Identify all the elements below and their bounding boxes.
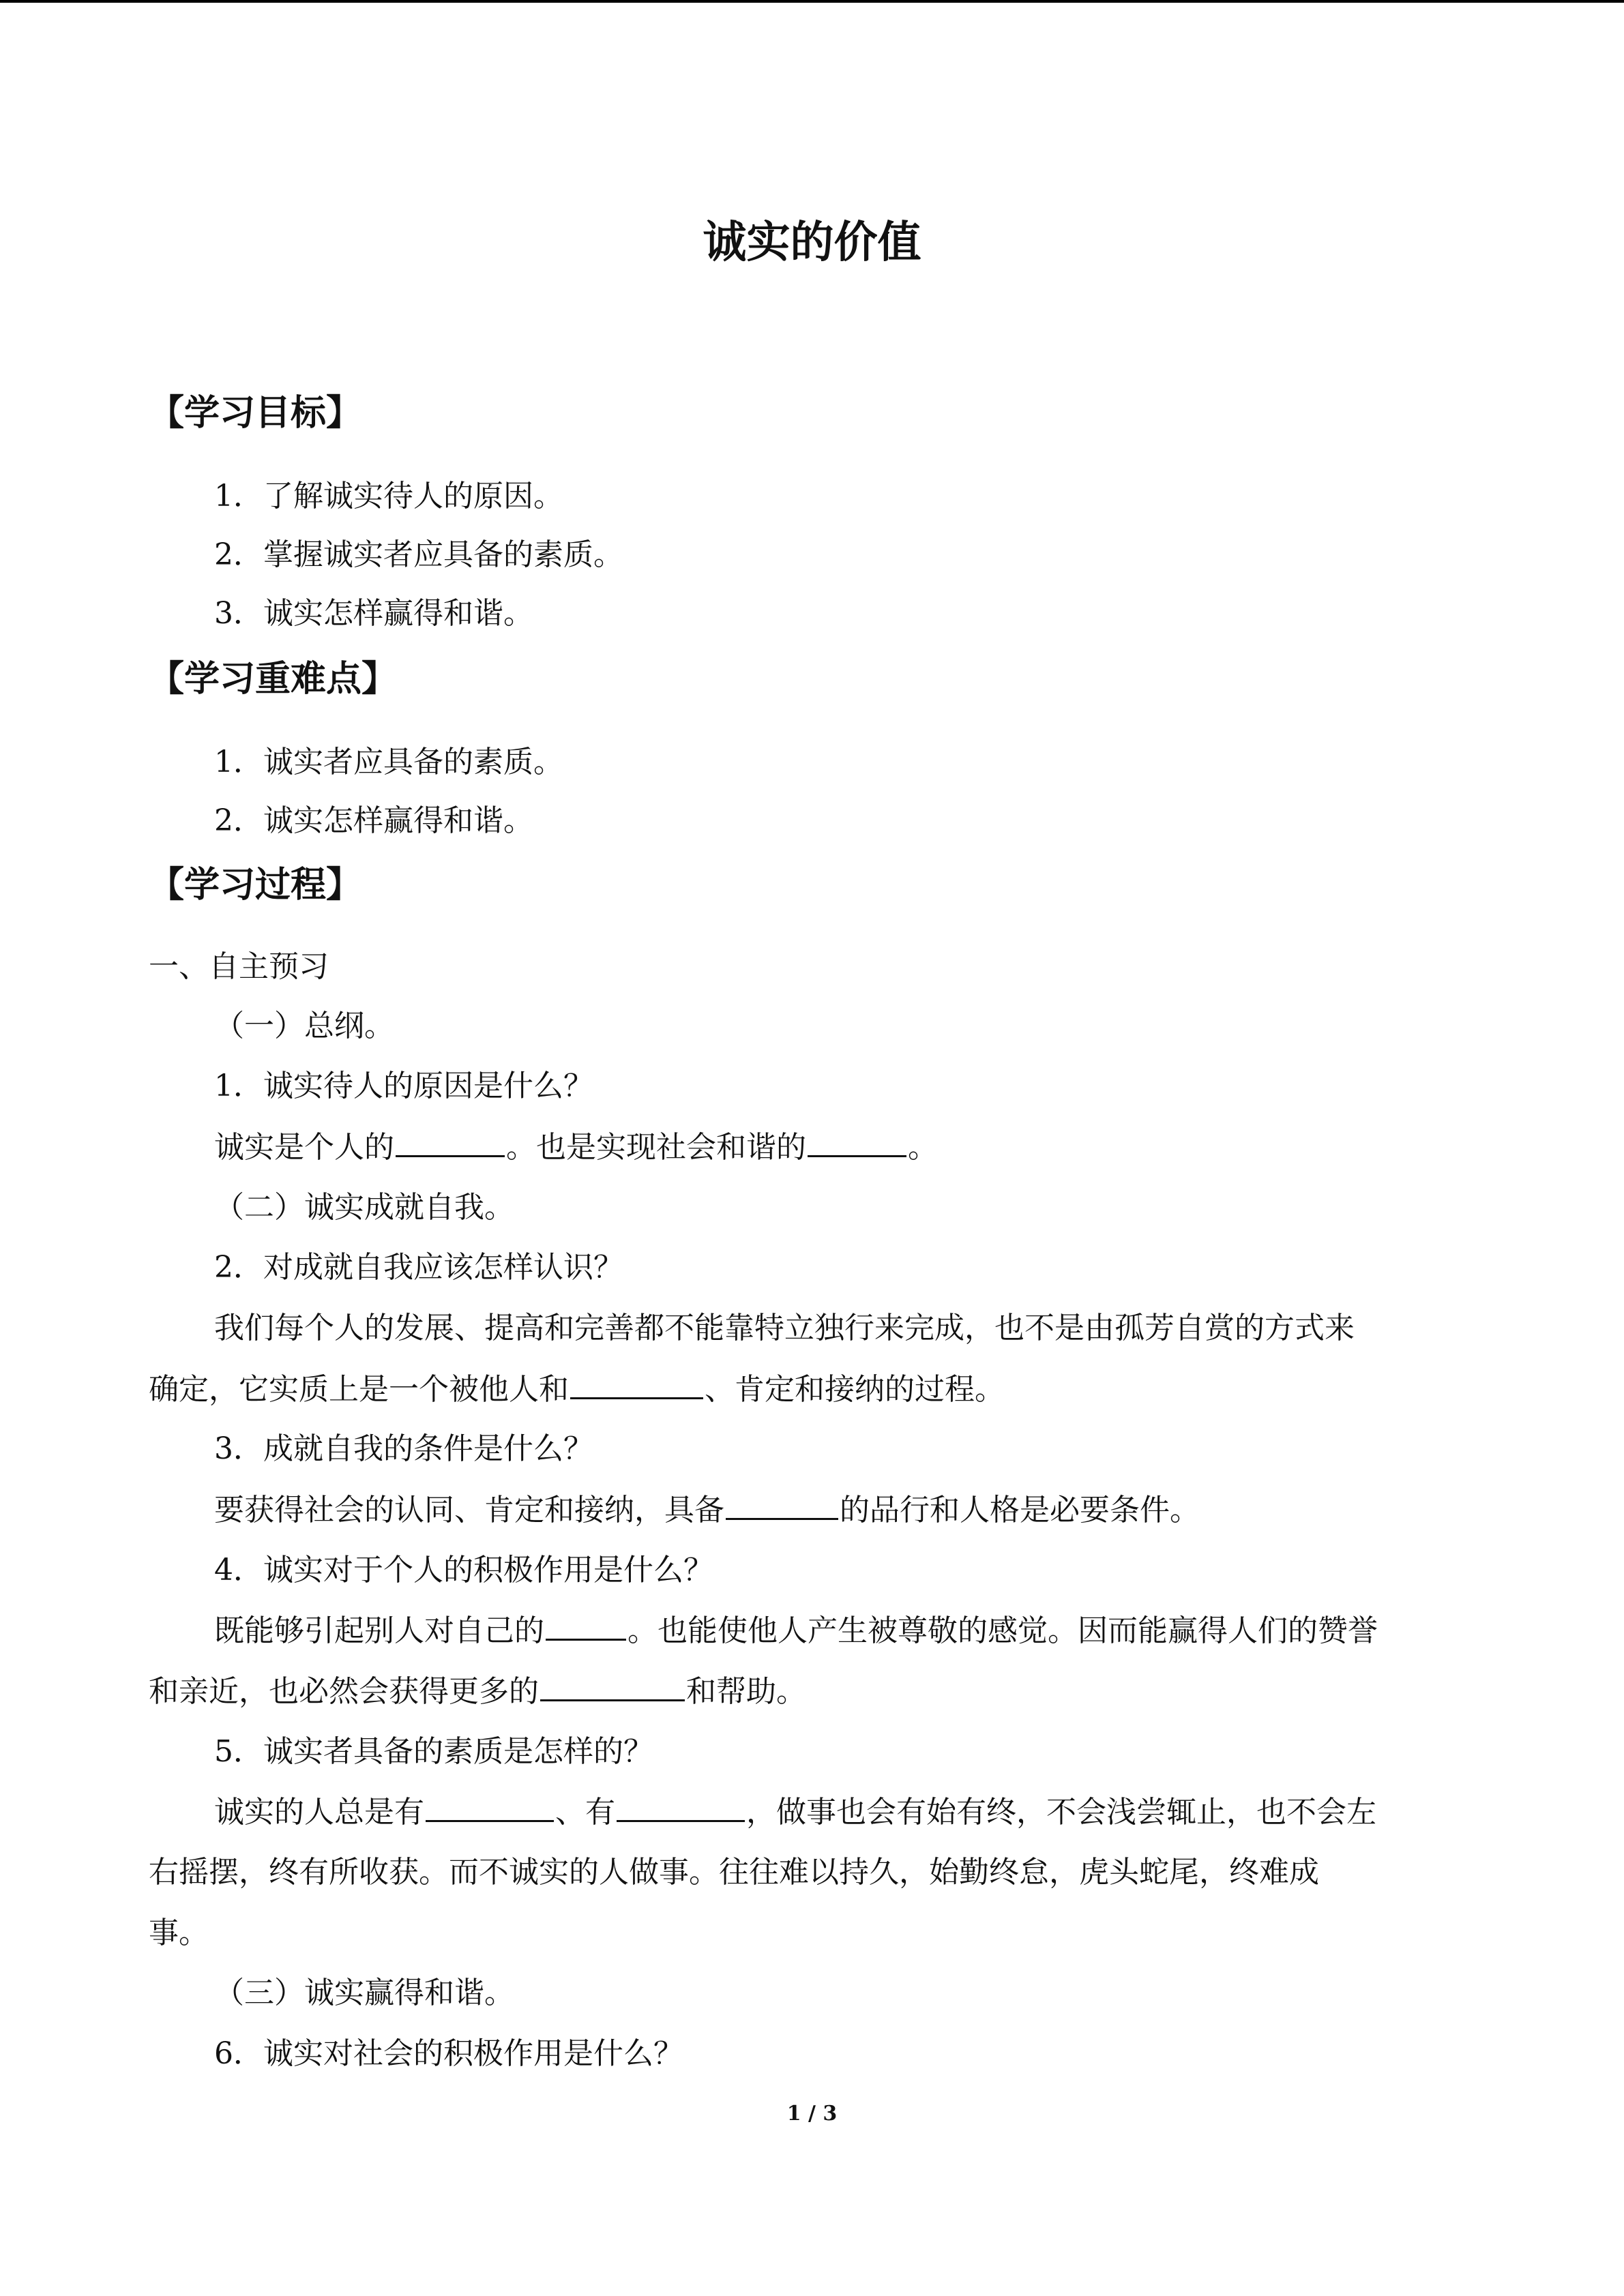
subsection-heading: （二）诚实成就自我。	[214, 1190, 514, 1225]
fill-blank[interactable]	[808, 1128, 906, 1157]
answer-5-line-1	[214, 1793, 1376, 1832]
question-2: 2．对成就自我应该怎样认识？	[214, 1250, 623, 1285]
fill-blank[interactable]	[726, 1491, 838, 1520]
subsection-heading: （一）总纲。	[214, 1009, 394, 1043]
key-point-item: 1．诚实者应具备的素质。	[214, 745, 563, 779]
part-heading: 一、自主预习	[149, 949, 329, 984]
answer-3	[214, 1491, 1200, 1530]
answer-4-line-2	[149, 1672, 806, 1711]
answer-text: 和帮助。	[686, 1674, 806, 1709]
fill-blank[interactable]	[396, 1128, 505, 1157]
answer-text: 。也是实现社会和谐的	[506, 1130, 806, 1165]
answer-text: 确定，它实质上是一个被他人和	[149, 1372, 569, 1407]
answer-text: 。	[908, 1130, 938, 1165]
answer-text: 诚实的人总是有	[214, 1795, 424, 1830]
section-heading-process: 【学习过程】	[149, 865, 362, 906]
answer-2-line-1: 我们每个人的发展、提高和完善都不能靠特立独行来完成，也不是由孤芳自赏的方式来	[214, 1311, 1355, 1345]
answer-2-line-2	[149, 1370, 1005, 1409]
answer-5-line-3: 事。	[149, 1915, 209, 1950]
answer-text: 。也能使他人产生被尊敬的感觉。因而能赢得人们的赞誉	[628, 1613, 1378, 1648]
answer-text: 的品行和人格是必要条件。	[840, 1493, 1200, 1527]
answer-text: 诚实是个人的	[214, 1130, 394, 1165]
fill-blank[interactable]	[570, 1370, 703, 1399]
answer-text: 和亲近，也必然会获得更多的	[149, 1674, 539, 1709]
question-3: 3．成就自我的条件是什么？	[214, 1431, 593, 1466]
fill-blank[interactable]	[426, 1793, 554, 1822]
goal-item: 1．了解诚实待人的原因。	[214, 479, 563, 513]
question-5: 5．诚实者具备的素质是怎样的？	[214, 1734, 653, 1769]
fill-blank[interactable]	[617, 1793, 745, 1822]
page-title: 诚实的价值	[703, 218, 921, 268]
answer-text: ，做事也会有始有终，不会浅尝辄止，也不会左	[746, 1795, 1376, 1830]
section-heading-goals: 【学习目标】	[149, 393, 362, 434]
answer-text: 、有	[555, 1795, 615, 1830]
answer-text: 要获得社会的认同、肯定和接纳，具备	[214, 1493, 724, 1527]
question-4: 4．诚实对于个人的积极作用是什么？	[214, 1553, 713, 1587]
goal-item: 3．诚实怎样赢得和谐。	[214, 596, 533, 631]
answer-text: 、肯定和接纳的过程。	[705, 1372, 1005, 1407]
answer-1	[214, 1128, 938, 1167]
question-6: 6．诚实对社会的积极作用是什么？	[214, 2036, 683, 2071]
fill-blank[interactable]	[546, 1611, 626, 1641]
answer-5-line-2: 右摇摆，终有所收获。而不诚实的人做事。往往难以持久，始勤终怠，虎头蛇尾，终难成	[149, 1855, 1319, 1890]
fill-blank[interactable]	[540, 1672, 685, 1701]
page-top-border	[0, 0, 1624, 3]
goal-item: 2．掌握诚实者应具备的素质。	[214, 537, 623, 572]
subsection-heading: （三）诚实赢得和谐。	[214, 1976, 514, 2010]
question-1: 1．诚实待人的原因是什么？	[214, 1069, 593, 1103]
page-number: 1 / 3	[786, 2102, 838, 2126]
answer-4-line-1	[214, 1611, 1378, 1650]
answer-text: 既能够引起别人对自己的	[214, 1613, 544, 1648]
key-point-item: 2．诚实怎样赢得和谐。	[214, 803, 533, 838]
section-heading-key-points: 【学习重难点】	[149, 659, 398, 700]
